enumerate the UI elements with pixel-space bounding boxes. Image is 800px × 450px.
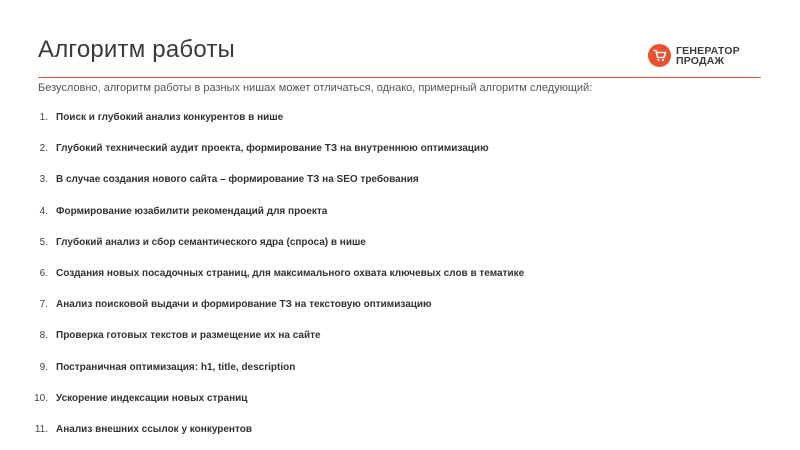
step-text: Глубокий анализ и сбор семантического ядра (спроса) в нише [56,236,366,248]
shopping-cart-icon [648,44,671,67]
step-number: 5. [39,236,48,248]
step-text: Постраничная оптимизация: h1, title, description [56,361,296,373]
list-item [28,299,524,330]
list-item [28,112,524,143]
list-item [28,362,524,393]
list-item [28,268,524,299]
list-item [28,237,524,268]
logo-text [676,46,740,66]
step-text: Создания новых посадочных страниц, для максимального охвата ключевых слов в тематике [56,267,525,279]
logo-line-1: ГЕНЕРАТОР [676,44,740,57]
step-text: Глубокий технический аудит проекта, формирование ТЗ на внутреннюю оптимизацию [56,143,489,155]
intro-text: Безусловно, алгоритм работы в разных нишах может отличаться, однако, примерный алгоритм следующий: [38,82,593,94]
steps-list [28,112,524,450]
step-number: 7. [39,299,48,311]
brand-logo [648,44,740,67]
step-text: Проверка готовых текстов и размещение их на сайте [56,330,321,342]
step-number: 10. [34,392,48,404]
step-number: 9. [39,361,48,373]
step-text: Анализ внешних ссылок у конкурентов [56,423,252,435]
step-text: Анализ поисковой выдачи и формирование ТЗ на текстовую оптимизацию [56,299,432,311]
list-item [28,206,524,237]
step-text: Поиск и глубокий анализ конкурентов в нише [56,112,284,123]
step-number: 2. [39,143,48,155]
step-text: В случае создания нового сайта – формирование ТЗ на SEO требования [56,174,419,186]
list-item [28,174,524,205]
logo-line-2: ПРОДАЖ [676,54,725,67]
title-divider [38,77,761,78]
slide-title: Алгоритм работы [38,36,236,63]
list-item [28,424,524,450]
step-text: Ускорение индексации новых страниц [56,392,248,404]
list-item [28,393,524,424]
list-item [28,330,524,361]
step-number: 6. [39,267,48,279]
step-number: 11. [34,423,48,435]
step-number: 3. [39,174,48,186]
step-number: 4. [39,205,48,217]
step-number: 8. [39,330,48,342]
step-text: Формирование юзабилити рекомендаций для проекта [56,205,328,217]
list-item [28,143,524,174]
step-number: 1. [39,112,48,123]
